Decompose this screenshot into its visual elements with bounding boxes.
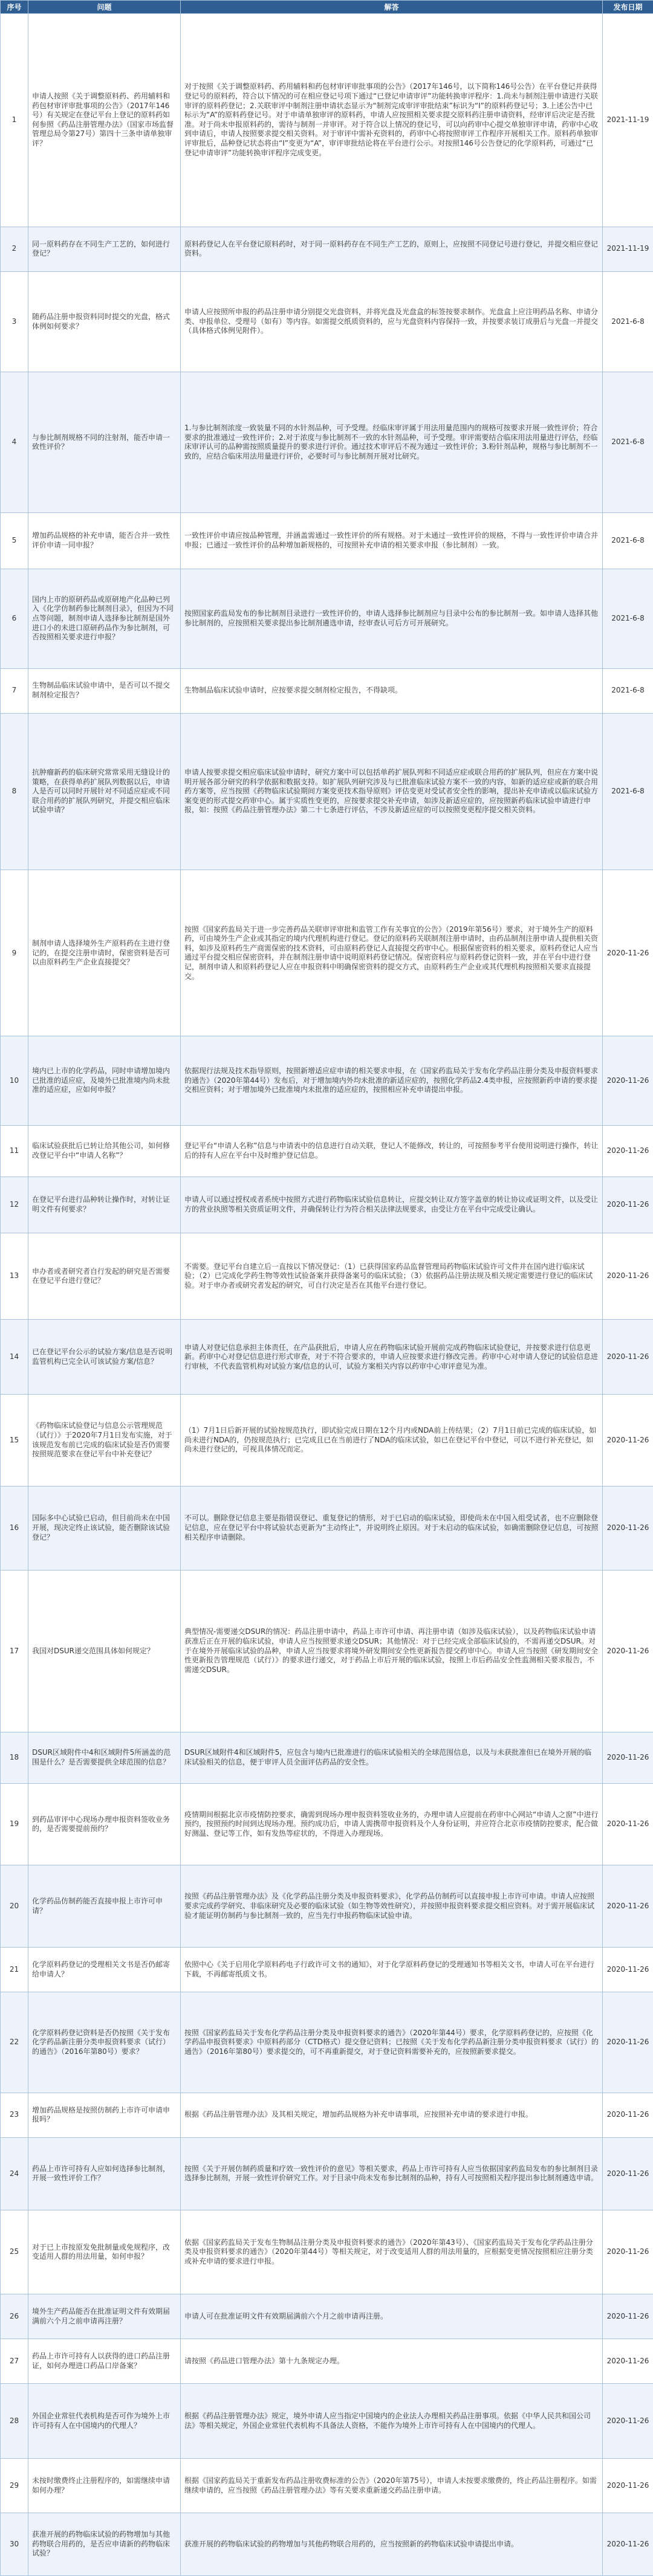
publish-date: 2020-11-26: [603, 1732, 653, 1783]
publish-date: 2020-11-26: [603, 1233, 653, 1320]
row-number: 27: [1, 2339, 28, 2384]
publish-date: 2021-11-19: [603, 14, 653, 227]
row-number: 1: [1, 14, 28, 227]
publish-date: 2021-6-8: [603, 512, 653, 569]
question-text: 对于已上市按原发免批制量或免规程序，改变适用人群的用法用量，如何申报？: [28, 2210, 181, 2294]
table-row: [1, 1783, 653, 1865]
publish-date: 2021-11-19: [603, 227, 653, 271]
table-row: [1, 512, 653, 569]
table-row: [1, 1732, 653, 1783]
answer-text: 不可以。删除登记信息主要是指错误登记、重复登记的情形，对于已启动的临床试验，即使尚未在中国入组受试者，也不应删除登记信息，应在登记平台中将试验状态更新为“主动终止”，并说明终止原因。对于未启动的临床试验，如确需删除登记信息，可按照相关程序申请删除。: [181, 1486, 603, 1570]
header-question: 问题: [28, 1, 181, 14]
question-text: 同一原料药存在不同生产工艺的，如何进行登记？: [28, 227, 181, 271]
row-number: 10: [1, 1036, 28, 1125]
publish-date: 2021-6-8: [603, 569, 653, 668]
row-number: 3: [1, 271, 28, 372]
publish-date: 2020-11-26: [603, 2093, 653, 2137]
answer-text: 申请人应按照所申报的药品注册申请分别提交光盘资料，并将光盘及光盘盒的标签按要求制作。光盘盒上应注明药品名称、申请分类、申报单位、受理号（如有）等内容。如需提交纸质资料的，应与光盘资料内容保持一致，并按要求装订成册后与光盘一并提交（具体格式体例见附件）。: [181, 271, 603, 372]
row-number: 26: [1, 2294, 28, 2339]
answer-text: 按照《国家药监局关于发布化学药品注册分类及申报资料要求的通告》（2020年第44号）要求，化学原料药登记的，应按照《化学药品申报资料要求》中原料药部分（CTD格式）提交登记资料；已按照《关于发布化学药品新注册分类申报资料要求（试行）的通告》（2016年第80号）要求提交的，可不再重新提交，对于登记资料需要补充的，应按照新要求提交。: [181, 1992, 603, 2093]
publish-date: 2020-11-26: [603, 2294, 653, 2339]
question-text: 未按时缴费终止注册程序的，如需继续申请如何办理？: [28, 2459, 181, 2513]
row-number: 5: [1, 512, 28, 569]
question-text: 获准开展的药物临床试验的药物增加与其他药物联合用药的，是否应申请新的药物临床试验？: [28, 2513, 181, 2575]
publish-date: 2020-11-26: [603, 1992, 653, 2093]
answer-text: 疫情期间根据北京市疫情防控要求，确需到现场办理申报资料签收业务的，办理申请人应提前在药审中心网站“申请人之窗”中进行预约，按照预约时间到达现场办理。预约成功后，申请人需携带申报资料及个人身份证明，并应符合北京市疫情防控要求，配合做好测温、登记等工作，如有发热等症状的，不得进入办理现场。: [181, 1783, 603, 1865]
answer-text: 依据《国家药监局关于发布生物制品注册分类及申报资料要求的通告》（2020年第43号）、《国家药监局关于发布化学药品注册分类及申报资料要求的通告》（2020年第44号）等相关规定，对于改变适用人群的用法用量的，应根据变更情况按照相应注册分类或补充申请的要求进行申报。: [181, 2210, 603, 2294]
row-number: 6: [1, 569, 28, 668]
question-text: 临床试验获批后已转让给其他公司，如何修改登记平台中“申请人名称”？: [28, 1125, 181, 1177]
question-text: 申请人按照《关于调整原料药、药用辅料和药包材审评审批事项的公告》（2017年146号）有关规定在登记平台上登记的原料药如何参照《药品注册管理办法》（国家市场监督管理总局令第27号）第四十三条申请单独审评？: [28, 14, 181, 227]
table-row: [1, 870, 653, 1036]
table-row: [1, 2513, 653, 2575]
question-text: 境内已上市的化学药品，同时申请增加境内已批准的适应症，及境外已批准境内尚未批准的适应症，应如何申报？: [28, 1036, 181, 1125]
publish-date: 2020-11-26: [603, 1177, 653, 1233]
publish-date: 2020-11-26: [603, 2210, 653, 2294]
table-row: [1, 2384, 653, 2459]
answer-text: （1）7月1日后新开展的试验按规范执行，即试验完成日期在12个月内或NDA前上传结果；（2）7月1日前已完成的临床试验，如尚未进行NDA的，仍按规范执行；已完成且已在当前进行了NDA的临床试验，如已在登记平台中登记，可以不进行补充登记，如尚未进行登记的，可视具体情况而定。: [181, 1395, 603, 1486]
row-number: 9: [1, 870, 28, 1036]
row-number: 15: [1, 1395, 28, 1486]
table-row: [1, 2137, 653, 2210]
row-number: 19: [1, 1783, 28, 1865]
table-row: [1, 1125, 653, 1177]
question-text: 生物制品临床试验申请中，是否可以不提交制剂检定报告？: [28, 668, 181, 713]
question-text: 我国对DSUR递交范围具体如何规定？: [28, 1570, 181, 1732]
answer-text: 根据《药品注册管理办法》及其相关规定，增加药品规格为补充申请事项，应按照补充申请的要求进行申报。: [181, 2093, 603, 2137]
answer-text: 获准开展的药物临床试验的药物增加与其他药物联合用药的，应当按照新的药物临床试验申请提出申请。: [181, 2513, 603, 2575]
publish-date: 2020-11-26: [603, 2384, 653, 2459]
row-number: 7: [1, 668, 28, 713]
question-text: 外国企业常驻代表机构是否可作为境外上市许可持有人在中国境内的代理人？: [28, 2384, 181, 2459]
row-number: 11: [1, 1125, 28, 1177]
question-text: 随药品注册申报资料同时提交的光盘，格式体例如何要求？: [28, 271, 181, 372]
row-number: 18: [1, 1732, 28, 1783]
question-text: 化学药品仿制药能否直接申报上市许可申请？: [28, 1865, 181, 1948]
row-number: 25: [1, 2210, 28, 2294]
publish-date: 2020-11-26: [603, 2137, 653, 2210]
row-number: 24: [1, 2137, 28, 2210]
publish-date: 2021-6-8: [603, 668, 653, 713]
table-row: [1, 271, 653, 372]
header-answer: 解答: [181, 1, 603, 14]
publish-date: 2020-11-26: [603, 1486, 653, 1570]
publish-date: 2020-11-26: [603, 1570, 653, 1732]
table-row: [1, 1320, 653, 1395]
table-row: [1, 2339, 653, 2384]
row-number: 4: [1, 372, 28, 513]
row-number: 8: [1, 713, 28, 870]
publish-date: 2020-11-26: [603, 2459, 653, 2513]
publish-date: 2020-11-26: [603, 1320, 653, 1395]
answer-text: 申请人对登记信息承担主体责任，在产品获批后，申请人应在药物临床试验开展前完成药物临床试验登记，并按要求进行信息更新。药审中心对登记信息进行形式审查，对于不符合要求的，申请人应按要求进行修改完善。药审中心对申请人登记的试验信息进行审核，不代表监管机构对试验方案/信息的认可，试验方案相关内容以药审中心审评意见为准。: [181, 1320, 603, 1395]
row-number: 22: [1, 1992, 28, 2093]
publish-date: 2021-6-8: [603, 271, 653, 372]
publish-date: 2020-11-26: [603, 1036, 653, 1125]
question-text: 化学原料药登记资料是否仍按照《关于发布化学药品新注册分类申报资料要求（试行）的通告》（2016年第80号）要求？: [28, 1992, 181, 2093]
answer-text: 典型情况-需要递交DSUR的情况：药品注册申请中，药品上市许可申请、再注册申请（如涉及临床试验），以及药物临床试验申请获准后正在开展的临床试验，申请人应当按照要求递交DSUR；其他情况：对于已经完成全部临床试验的，不需再递交DSUR。对于在境外开展临床试验的品种，申请人应当按要求将境外研发期间安全性更新报告提交药审中心。申请人应当按照《研发期间安全性更新报告管理规范（试行）》的要求进行递交，对于药品上市后开展的临床试验，按照上市后药品安全性监测相关要求报告，不需递交DSUR。: [181, 1570, 603, 1732]
row-number: 29: [1, 2459, 28, 2513]
answer-text: 按照《国家药监局关于进一步完善药品关联审评审批和监管工作有关事宜的公告》（2019年第56号）要求，对于境外生产的原料药，可由境外生产企业或其指定的境内代理机构进行登记。登记的原料药关联制剂注册申请时，由药品制剂注册申请人提供相关资料，如涉及原料药生产商需保密的技术资料，可由原料药登记人直接提交药审中心。根据保密资料的相关要求，原料药登记人应当通过平台提交相应保密资料，并在制剂注册申请中说明原料药登记情况。保密资料应与原料药登记资料一致，并在平台中进行登记，制剂申请人和原料药登记人应在申报资料中明确保密资料的提交方式，由原料药生产企业或其代理机构按照相关要求直接提交。: [181, 870, 603, 1036]
question-text: 化学原料药登记的受理相关文书是否仍邮寄给申请人？: [28, 1948, 181, 1992]
answer-text: 依照中心《关于启用化学原料药电子行政许可文书的通知》，对于化学原料药登记的受理通知书等相关文书，申请人可在平台进行下载，不再邮寄纸质文书。: [181, 1948, 603, 1992]
publish-date: 2020-11-26: [603, 2513, 653, 2575]
table-row: [1, 1036, 653, 1125]
publish-date: 2021-6-8: [603, 713, 653, 870]
header-date: 发布日期: [603, 1, 653, 14]
question-text: 制剂申请人选择境外生产原料药在主进行登记的，在提交注册申请时，保密资料是否可以由原料药生产企业直接提交？: [28, 870, 181, 1036]
table-row: [1, 1177, 653, 1233]
answer-text: 不需要。登记平台自建立后一直按以下情况登记：（1）已获得国家药品监督管理局药物临床试验许可文件并在国内进行临床试验；（2）已完成化学药生物等效性试验备案并获得备案号的临床试验；（3）依据药品注册法规及相关规定需要进行登记的临床试验。对于申办者或研究者发起的研究，可自行决定是否在其他平台进行登记。: [181, 1233, 603, 1320]
answer-text: DSUR区域附件4和区域附件5，应包含与境内已批准进行的临床试验相关的全球范围信息，以及与未获批准但已在境外开展的临床试验相关的信息，便于审评人员全面评估药品的安全性。: [181, 1732, 603, 1783]
table-row: [1, 1570, 653, 1732]
table-row: [1, 14, 653, 227]
table-row: [1, 2210, 653, 2294]
answer-text: 根据《药品注册管理办法》规定，境外申请人应当指定中国境内的企业法人办理相关药品注册事项。依据《中华人民共和国公司法》等相关规定，外国企业常驻代表机构不具备法人资格，不能作为境外上市许可持有人在中国境内的代理人。: [181, 2384, 603, 2459]
row-number: 20: [1, 1865, 28, 1948]
table-row: [1, 668, 653, 713]
question-text: 药品上市许可持有人以获得的进口药品注册证，如何办理进口药品口岸备案？: [28, 2339, 181, 2384]
answer-text: 生物制品临床试验申请时，应按要求提交制剂检定报告，不得缺项。: [181, 668, 603, 713]
row-number: 12: [1, 1177, 28, 1233]
question-text: 增加药品规格是按照仿制药上市许可申请申报吗？: [28, 2093, 181, 2137]
row-number: 17: [1, 1570, 28, 1732]
row-number: 21: [1, 1948, 28, 1992]
publish-date: 2020-11-26: [603, 1395, 653, 1486]
answer-text: 按照《药品注册管理办法》及《化学药品注册分类及申报资料要求》，化学药品仿制药可以直接申报上市许可申请。申请人应按照要求完成药学研究、非临床研究及必要的临床试验（如生物等效性研究），并按照申报资料要求提交相应资料。对于需开展临床试验才能证明仿制药与参比制剂一致的，应当先行申报药物临床试验申请。: [181, 1865, 603, 1948]
row-number: 23: [1, 2093, 28, 2137]
table-row: [1, 1233, 653, 1320]
faq-body: [1, 14, 653, 2576]
table-row: [1, 2294, 653, 2339]
row-number: 14: [1, 1320, 28, 1395]
answer-text: 申请人可以通过授权或者系统中按照方式进行药物临床试验信息转让，应提交转让双方签字盖章的转让协议或证明文件，以及受让方的营业执照等相关资质证明文件，并确保转让行为符合相关法律法规要求，由受让方在平台中完成受让确认。: [181, 1177, 603, 1233]
row-number: 30: [1, 2513, 28, 2575]
answer-text: 按照《关于开展仿制药质量和疗效一致性评价的意见》等相关要求，药品上市许可持有人应当依据国家药监局发布的参比制剂目录选择参比制剂，开展一致性评价研究工作。对于目录中尚未发布参比制剂的品种，持有人可按照相关程序提出参比制剂遴选申请。: [181, 2137, 603, 2210]
row-number: 13: [1, 1233, 28, 1320]
row-number: 16: [1, 1486, 28, 1570]
answer-text: 登记平台“申请人名称”信息与申请表中的信息进行自动关联，登记人不能修改，转让的，可按照参考平台使用说明进行操作，转让后的持有人应在平台中及时维护登记信息。: [181, 1125, 603, 1177]
table-row: [1, 713, 653, 870]
answer-text: 依据现行法规及技术指导原则，按照新增适应症申请的相关要求申报，在《国家药监局关于发布化学药品注册分类及申报资料要求的通告》（2020年第44号）发布后，对于增加境内外均未批准的新适应症的，按照化学药品2.4类申报，应按照新药申请的要求提交相应资料；对于增加境外已批准境内未批准的适应症的，按照相应补充申请提出申报。: [181, 1036, 603, 1125]
table-row: [1, 2459, 653, 2513]
publish-date: 2020-11-26: [603, 1783, 653, 1865]
table-row: [1, 227, 653, 271]
answer-text: 按照国家药监局发布的参比制剂目录进行一致性评价的，申请人选择参比制剂应与目录中公布的参比制剂一致。如申请人选择其他参比制剂的，应按照相关要求提出参比制剂遴选申请，经审查认可后方可开展研究。: [181, 569, 603, 668]
table-row: [1, 1992, 653, 2093]
answer-text: 根据《国家药监局关于重新发布药品注册收费标准的公告》（2020年第75号），申请人未按要求缴费的，终止药品注册程序。如需继续申请的，应当按照《药品注册管理办法》等有关要求重新递交药品注册申请。: [181, 2459, 603, 2513]
question-text: 申办者或者研究者自行发起的研究是否需要在登记平台进行登记？: [28, 1233, 181, 1320]
publish-date: 2020-11-26: [603, 1865, 653, 1948]
question-text: 与参比制剂规格不同的注射剂，能否申请一致性评价？: [28, 372, 181, 513]
question-text: 已在登记平台公示的试验方案/信息是否说明监管机构已完全认可该试验方案/信息？: [28, 1320, 181, 1395]
question-text: 到药品审评中心现场办理申报资料签收业务的，是否需要提前预约？: [28, 1783, 181, 1865]
answer-text: 原料药登记人在平台登记原料药时，对于同一原料药存在不同生产工艺的，原则上，应按照不同登记号进行登记，并提交相应登记资料。: [181, 227, 603, 271]
table-row: [1, 1395, 653, 1486]
table-row: [1, 569, 653, 668]
question-text: DSUR区域附件中4和区域附件5所涵盖的范围是什么？是否需要提供全球范围的信息？: [28, 1732, 181, 1783]
answer-text: 请按照《药品进口管理办法》第十九条规定办理。: [181, 2339, 603, 2384]
row-number: 2: [1, 227, 28, 271]
answer-text: 申请人可在批准证明文件有效期届满前六个月之前申请再注册。: [181, 2294, 603, 2339]
question-text: 国内上市的原研药品或原研地产化品种已列入《化学仿制药参比制剂目录》，但因为不同点等问题，制剂申请人选择参比制剂是国外进口小的未进口原研药品作为参比制剂，可否按照相关要求进行申报？: [28, 569, 181, 668]
question-text: 增加药品规格的补充申请，能否合并一致性评价申请一同申报？: [28, 512, 181, 569]
header-no: 序号: [1, 1, 28, 14]
table-row: [1, 2093, 653, 2137]
publish-date: 2021-6-8: [603, 372, 653, 513]
table-row: [1, 372, 653, 513]
publish-date: 2020-11-26: [603, 870, 653, 1036]
question-text: 国际多中心试验已启动，但目前尚未在中国开展，现决定终止该试验，能否删除该试验登记？: [28, 1486, 181, 1570]
question-text: 在登记平台进行品种转让操作时，对转让证明文件有何要求？: [28, 1177, 181, 1233]
table-row: [1, 1865, 653, 1948]
publish-date: 2020-11-26: [603, 2339, 653, 2384]
question-text: 《药物临床试验登记与信息公示管理规范（试行）》于2020年7月1日发布实施，对于该规范发布前已完成的临床试验是否仍需要按照规范要求在登记平台中补充登记？: [28, 1395, 181, 1486]
row-number: 28: [1, 2384, 28, 2459]
publish-date: 2020-11-26: [603, 1948, 653, 1992]
table-row: [1, 1486, 653, 1570]
table-row: [1, 1948, 653, 1992]
answer-text: 一致性评价申请应按品种管理，并涵盖需通过一致性评价的所有规格。对于未通过一致性评价的规格，不得与一致性评价申请合并申报；已通过一致性评价的品种增加新规格的，可按照补充申请的相关要求申报（参比制剂）一致。: [181, 512, 603, 569]
question-text: 药品上市许可持有人应如何选择参比制剂，开展一致性评价工作？: [28, 2137, 181, 2210]
answer-text: 1.与参比制剂浓度一致装量不同的水针剂品种，可予受理。经临床审评属于用法用量范围内的规格可按要求开展一致性评价；符合要求的批准通过一致性评价；2.对于浓度与参比制剂不一致的水针剂品种，可予受理。审评需要结合临床用法用量进行评估，经临床审评认可的品种需按照质量提升的要求进行评价。通过技术审评后不视为通过一致性评价；3.粉针剂品种，规格与参比制剂不一致的，应结合临床用法用量进行评价，必要时可与参比制剂开展对比研究。: [181, 372, 603, 513]
question-text: 境外生产药品能否在批准证明文件有效期届满前六个月之前申请再注册？: [28, 2294, 181, 2339]
table-header-row: [1, 1, 653, 14]
answer-text: 对于按照《关于调整原料药、药用辅料和药包材审评审批事项的公告》（2017年146号，以下简称146号公告）在平台登记并获得登记号的原料药，符合以下情况的可在相应登记号项下通过“已登记申请审评”功能转换审评程序：1.尚未与制剂注册申请进行关联审评的原料药登记；2.关联审评中制剂注册申请状态显示为“制剂完成审评审批结束”标识为“I”的原料药登记号；3.上述公告中已标示为“A”的原料药登记号。对于申请单独审评的原料药，申请人应按照相关要求提交原料药注册申请资料，经审评后决定是否批准。对于尚未申报原料药的，需待与制剂一并审评。对于符合以上情况的登记号，可以向药审中心提交单独审评申请，药审中心收到申请后，申请人按照要求提交相关资料。对于审评中需补充资料的，药审中心将按照审评工作程序开展相关工作。原料药单独审评审批后，品种登记状态将由“I”变更为“A”，审评审批结论将在平台进行公示。对按照146号公告登记的化学原料药，可通过“已登记申请审评”功能转换审评程序完成变更。: [181, 14, 603, 227]
answer-text: 申请人按要求提交相应临床试验申请时，研究方案中可以包括单药扩展队列和不同适应症或联合用药的扩展队列，但应在方案中说明开展各部分研究的科学依据和数据支持。如扩展队列研究涉及与已批准临床试验方案不一致的内容，如新的适应症或新的联合用药方案等，应当按照《药物临床试验期间方案变更技术指导原则》评估变更对受试者安全性的影响，提出补充申请或以临床试验方案变更的形式提交药审中心。属于实质性变更的，应按要求提交补充申请，如涉及新适应症的，应按照新药临床试验申请进行申报，如：按照《药品注册管理办法》第二十七条进行评估，不涉及新适应症的可以按照变更程序提交相关资料。: [181, 713, 603, 870]
publish-date: 2020-11-26: [603, 1125, 653, 1177]
question-text: 抗肿瘤新药的临床研究常常采用无缝设计的策略，在获得单药扩展队列数据以后，申请人是否可以同时开展针对不同适应症或不同联合用药的扩展队列研究，并提交相应临床试验申请？: [28, 713, 181, 870]
